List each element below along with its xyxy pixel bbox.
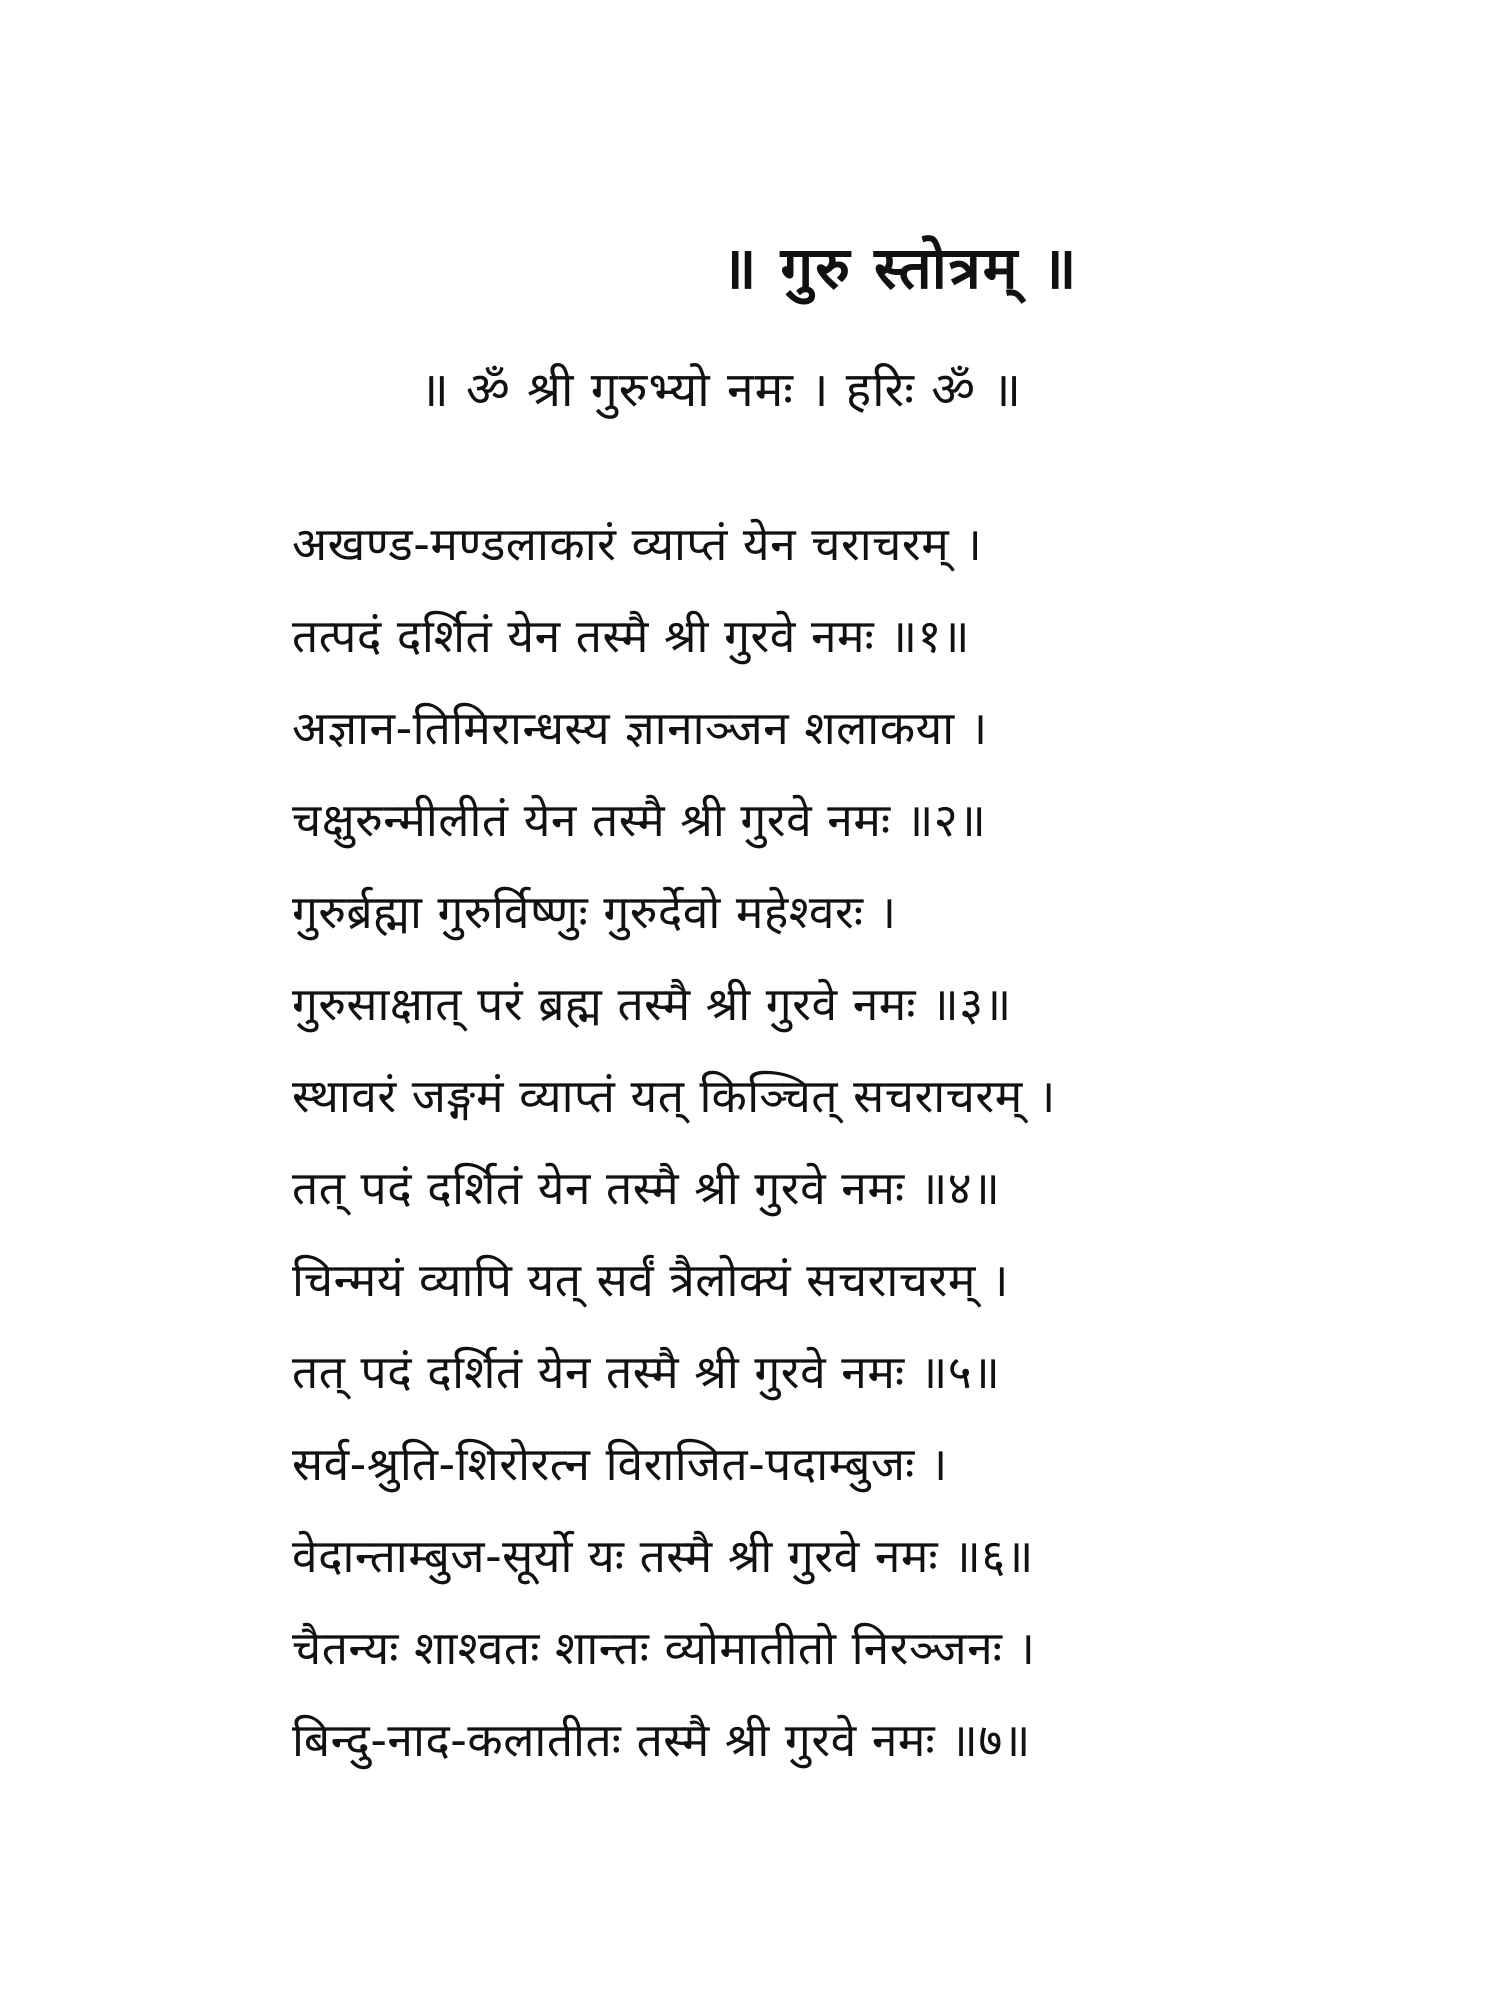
verse-line: अज्ञान-तिमिरान्धस्य ज्ञानाञ्जन शलाकया । [292, 701, 988, 755]
verse-3 [292, 866, 1472, 1050]
verse-line: तत्पदं दर्शितं येन तस्मै श्री गुरवे नमः ॥१॥ [292, 609, 970, 663]
verse-line: चैतन्यः शाश्वतः शान्तः व्योमातीतो निरञ्जनः । [292, 1621, 1036, 1675]
verse-5 [292, 1234, 1472, 1418]
verse-line: सर्व-श्रुति-शिरोरत्न विराजित-पदाम्बुजः । [292, 1437, 948, 1491]
verse-line: तत् पदं दर्शितं येन तस्मै श्री गुरवे नमः ॥५॥ [292, 1345, 1001, 1399]
verse-7 [292, 1602, 1472, 1786]
verse-line: अखण्ड-मण्डलाकारं व्याप्तं येन चराचरम् । [292, 517, 983, 571]
verse-line: स्थावरं जङ्गमं व्याप्तं यत् किञ्चित् सचराचरम् । [292, 1069, 1056, 1123]
invocation-line: ॥ ॐ श्री गुरुभ्यो नमः । हरिः ॐ ॥ [420, 362, 1022, 418]
verse-line: चिन्मयं व्यापि यत् सर्वं त्रैलोक्यं सचराचरम् । [292, 1253, 1009, 1307]
verse-1 [292, 498, 1472, 682]
verse-line: चक्षुरुन्मीलीतं येन तस्मै श्री गुरवे नमः ॥२॥ [292, 793, 987, 847]
verse-line: गुरुर्ब्रह्मा गुरुर्विष्णुः गुरुर्देवो महेश्वरः । [292, 885, 897, 939]
verse-line: तत् पदं दर्शितं येन तस्मै श्री गुरवे नमः ॥४॥ [292, 1161, 1001, 1215]
verse-4 [292, 1050, 1472, 1234]
verse-line: वेदान्ताम्बुज-सूर्यो यः तस्मै श्री गुरवे नमः ॥६॥ [292, 1529, 1034, 1583]
verse-line: गुरुसाक्षात् परं ब्रह्म तस्मै श्री गुरवे नमः ॥३॥ [292, 977, 1012, 1031]
verse-line: बिन्दु-नाद-कलातीतः तस्मै श्री गुरवे नमः ॥७॥ [292, 1713, 1031, 1767]
verse-list [292, 498, 1472, 1786]
verse-6 [292, 1418, 1472, 1602]
verse-2 [292, 682, 1472, 866]
page-title: ॥ गुरु स्तोत्रम् ॥ [721, 234, 1079, 302]
